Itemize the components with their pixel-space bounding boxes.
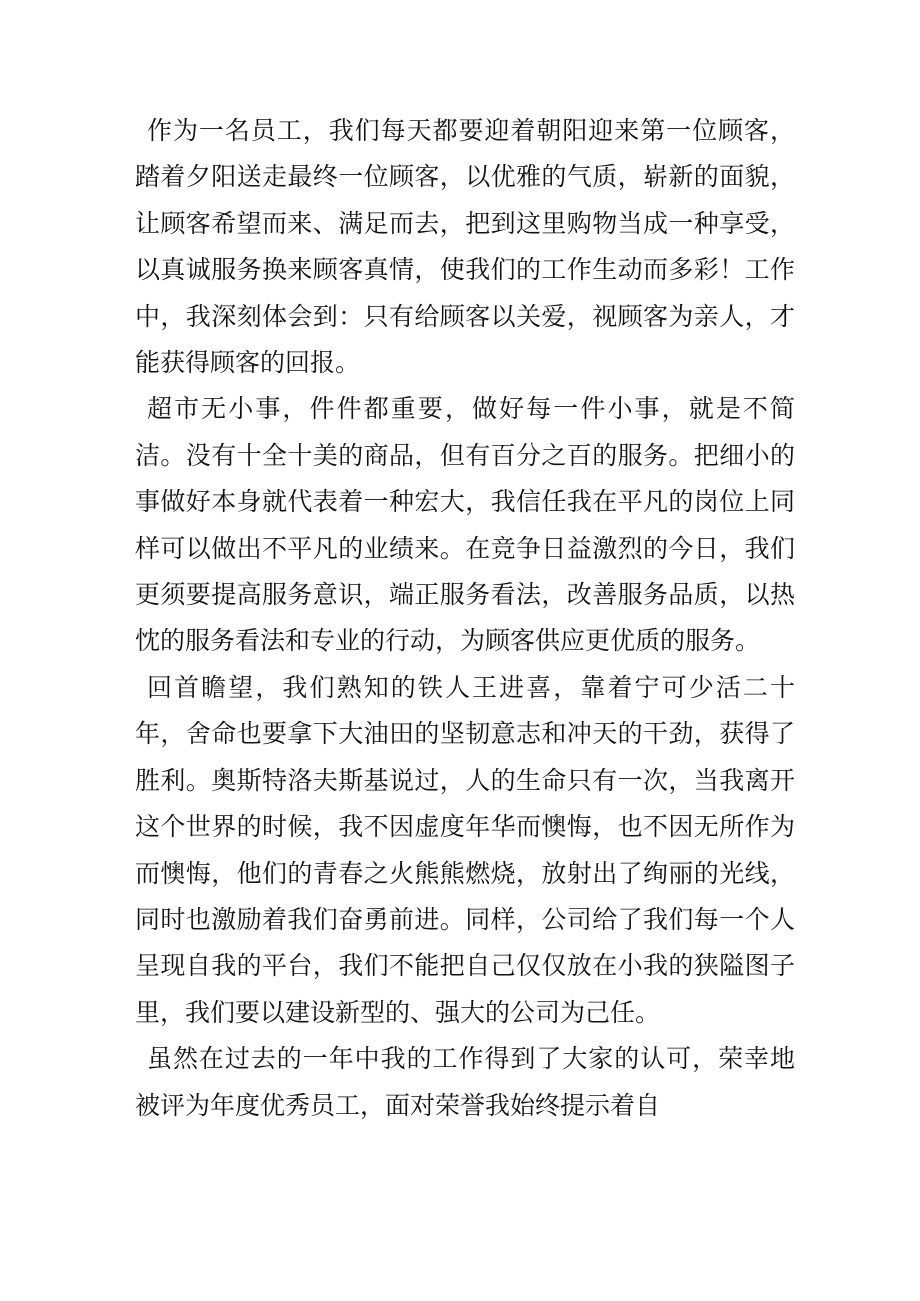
paragraph-4: 虽然在过去的一年中我的工作得到了大家的认可，荣幸地被评为年度优秀员工，面对荣誉我始终提示着自 bbox=[135, 1044, 795, 1120]
paragraph-3: 回首瞻望，我们熟知的铁人王进喜，靠着宁可少活二十年，舍命也要拿下大油田的坚韧意志和冲天的干劲，获得了胜利。奥斯特洛夫斯基说过，人的生命只有一次，当我离开这个世界的时候，我不因虚度年华而懊悔，也不因无所作为而懊悔，他们的青春之火熊熊燃烧，放射出了绚丽的光线，同时也激励着我们奋勇前进。同样，公司给了我们每一个人呈现自我的平台，我们不能把自己仅仅放在小我的狭隘图子里，我们要以建设新型的、强大的公司为己任。 bbox=[135, 672, 795, 1027]
paragraph-1: 作为一名员工，我们每天都要迎着朝阳迎来第一位顾客，踏着夕阳送走最终一位顾客，以优雅的气质，崭新的面貌，让顾客希望而来、满足而去，把到这里购物当成一种享受，以真诚服务换来顾客真情，使我们的工作生动而多彩！工作中，我深刻体会到：只有给顾客以关爱，视顾客为亲人，才能获得顾客的回报。 bbox=[135, 116, 795, 378]
paragraph-2: 超市无小事，件件都重要，做好每一件小事，就是不简洁。没有十全十美的商品，但有百分之百的服务。把细小的事做好本身就代表着一种宏大，我信任我在平凡的岗位上同样可以做出不平凡的业绩来。在竞争日益激烈的今日，我们更须要提高服务意识，端正服务看法，改善服务品质，以热忱的服务看法和专业的行动，为顾客供应更优质的服务。 bbox=[135, 394, 795, 656]
document-body bbox=[135, 108, 795, 1129]
